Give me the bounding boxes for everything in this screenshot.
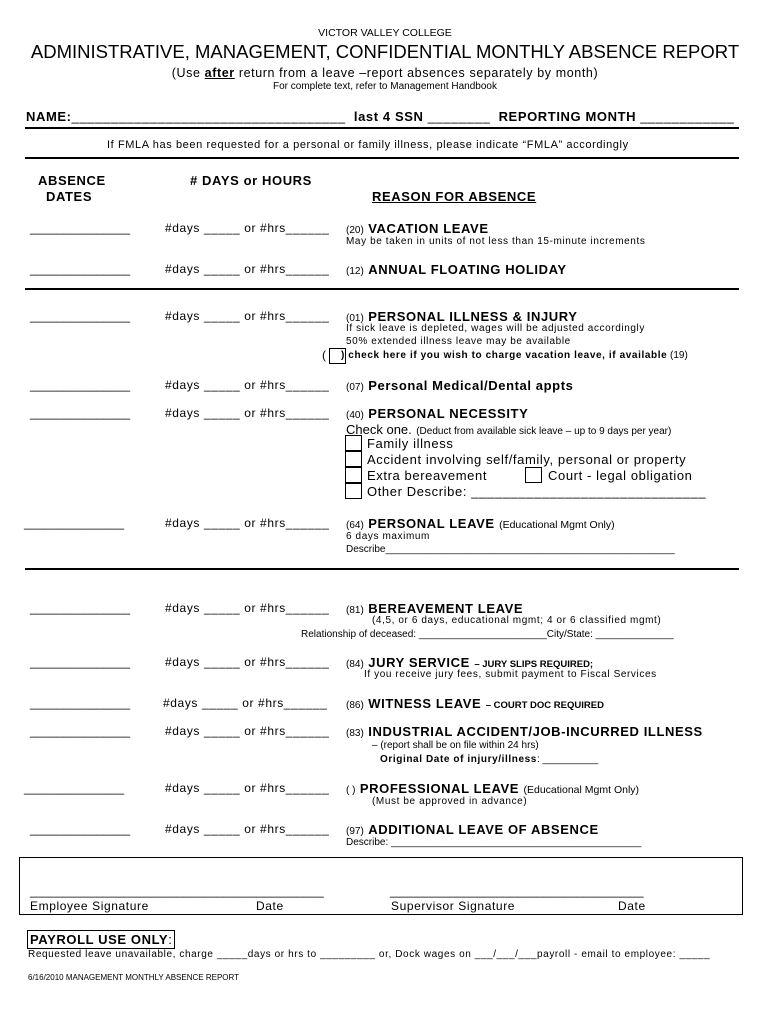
personal-note: 6 days maximum — [346, 531, 430, 542]
form-title: ADMINISTRATIVE, MANAGEMENT, CONFIDENTIAL MONTHLY ABSENCE REPORT — [30, 41, 740, 62]
accident-checkbox[interactable] — [345, 451, 362, 467]
vacation-reason: (20) VACATION LEAVE — [346, 221, 489, 236]
other-checkbox[interactable] — [345, 483, 362, 499]
illness-paren: ( — [322, 348, 326, 362]
jury-date-field[interactable]: _______________ — [30, 655, 131, 669]
industrial-reason: (83) INDUSTRIAL ACCIDENT/JOB-INCURRED ILLNESS — [346, 724, 703, 739]
professional-note: (Must be approved in advance) — [372, 796, 528, 807]
supervisor-date-label: Date — [618, 899, 646, 913]
divider — [25, 568, 739, 570]
bereavement-note: (4,5, or 6 days, educational mgmt; 4 or 6 classified mgmt) — [372, 615, 662, 626]
floating-date-field[interactable]: _______________ — [30, 262, 131, 276]
dates-header: DATES — [46, 189, 93, 204]
medical-days-field[interactable]: #days _____ or #hrs______ — [165, 378, 330, 392]
court-checkbox[interactable] — [525, 467, 542, 483]
vacation-date-field[interactable]: _______________ — [30, 221, 131, 235]
accident-label: Accident involving self/family, personal or property — [367, 452, 687, 467]
ssn-field[interactable]: ________ — [427, 109, 491, 124]
divider — [25, 157, 739, 159]
industrial-note: – (report shall be on file within 24 hrs) — [372, 740, 539, 751]
industrial-days-field[interactable]: #days _____ or #hrs______ — [165, 724, 330, 738]
medical-reason: (07) Personal Medical/Dental appts — [346, 378, 574, 393]
industrial-date-field[interactable]: _______________ — [30, 724, 131, 738]
days-hours-header: # DAYS or HOURS — [190, 173, 312, 188]
supervisor-signature-line[interactable]: ______________________________________ — [390, 884, 644, 898]
divider — [25, 127, 739, 129]
employee-signature-line[interactable]: ____________________________________________ — [30, 884, 324, 898]
bereavement-days-field[interactable]: #days _____ or #hrs______ — [165, 601, 330, 615]
illness-note-2: 50% extended illness leave may be available — [346, 336, 571, 347]
name-line: NAME:___________________________________ last 4 SSN ________ REPORTING MONTH ____________ — [26, 109, 735, 124]
employee-date-label: Date — [256, 899, 284, 913]
payroll-line[interactable]: Requested leave unavailable, charge _____days or hrs to _________ or, Dock wages on ___/___/___payroll - email to employee: _____ — [28, 949, 711, 960]
additional-date-field[interactable]: _______________ — [30, 822, 131, 836]
professional-reason: ( ) PROFESSIONAL LEAVE (Educational Mgmt Only) — [346, 781, 640, 796]
witness-reason: (86) WITNESS LEAVE – COURT DOC REQUIRED — [346, 696, 604, 711]
personal-reason: (64) PERSONAL LEAVE (Educational Mgmt Only) — [346, 516, 615, 531]
handbook-note: For complete text, refer to Management Handbook — [272, 81, 497, 92]
family-illness-checkbox[interactable] — [345, 435, 362, 451]
additional-describe-field[interactable]: Describe: _____________________________________________ — [346, 837, 642, 848]
witness-date-field[interactable]: _______________ — [30, 696, 131, 710]
divider — [25, 288, 739, 290]
necessity-check-one: Check one. (Deduct from available sick leave – up to 9 days per year) — [346, 422, 672, 437]
medical-date-field[interactable]: _______________ — [30, 378, 131, 392]
personal-describe-field[interactable]: Describe____________________________________________________ — [346, 544, 675, 555]
vacation-days-field[interactable]: #days _____ or #hrs______ — [165, 221, 330, 235]
charge-vacation-label: ) check here if you wish to charge vacation leave, if available (19) — [341, 350, 688, 361]
illness-note-1: If sick leave is depleted, wages will be adjusted accordingly — [346, 323, 645, 334]
additional-reason: (97) ADDITIONAL LEAVE OF ABSENCE — [346, 822, 599, 837]
extra-bereavement-checkbox[interactable] — [345, 467, 362, 483]
necessity-days-field[interactable]: #days _____ or #hrs______ — [165, 406, 330, 420]
injury-date-field[interactable]: Original Date of injury/illness: __________ — [380, 754, 599, 765]
use-after-note: (Use after return from a leave –report absences separately by month) — [171, 66, 599, 80]
payroll-label: PAYROLL USE ONLY: — [27, 930, 175, 949]
absence-header: ABSENCE — [38, 173, 106, 188]
jury-note: If you receive jury fees, submit payment to Fiscal Services — [364, 669, 657, 680]
illness-days-field[interactable]: #days _____ or #hrs______ — [165, 309, 330, 323]
floating-days-field[interactable]: #days _____ or #hrs______ — [165, 262, 330, 276]
witness-days-field[interactable]: #days _____ or #hrs______ — [163, 696, 328, 710]
college-name: VICTOR VALLEY COLLEGE — [318, 27, 452, 39]
fmla-note: If FMLA has been requested for a personal or family illness, please indicate “FMLA” accordingly — [107, 139, 629, 151]
necessity-reason: (40) PERSONAL NECESSITY — [346, 406, 529, 421]
employee-signature-label: Employee Signature — [30, 899, 149, 913]
personal-days-field[interactable]: #days _____ or #hrs______ — [165, 516, 330, 530]
vacation-note: May be taken in units of not less than 15-minute increments — [346, 236, 646, 247]
additional-days-field[interactable]: #days _____ or #hrs______ — [165, 822, 330, 836]
court-label: Court - legal obligation — [548, 468, 693, 483]
reporting-month-field[interactable]: ____________ — [640, 109, 735, 124]
illness-date-field[interactable]: _______________ — [30, 309, 131, 323]
necessity-date-field[interactable]: _______________ — [30, 406, 131, 420]
footer-note: 6/16/2010 MANAGEMENT MONTHLY ABSENCE REPORT — [28, 973, 240, 982]
bereavement-reason: (81) BEREAVEMENT LEAVE — [346, 601, 524, 616]
jury-reason: (84) JURY SERVICE – JURY SLIPS REQUIRED; — [346, 655, 594, 670]
reason-header: REASON FOR ABSENCE — [372, 189, 537, 204]
other-describe-field[interactable]: Other Describe: ______________________________ — [367, 484, 707, 499]
jury-days-field[interactable]: #days _____ or #hrs______ — [165, 655, 330, 669]
floating-reason: (12) ANNUAL FLOATING HOLIDAY — [346, 262, 567, 277]
bereavement-date-field[interactable]: _______________ — [30, 601, 131, 615]
personal-date-field[interactable]: _______________ — [24, 516, 125, 530]
extra-bereavement-label: Extra bereavement — [367, 468, 488, 483]
supervisor-signature-label: Supervisor Signature — [391, 899, 516, 913]
family-illness-label: Family illness — [367, 436, 454, 451]
name-field[interactable]: ___________________________________ — [71, 109, 346, 124]
professional-date-field[interactable]: _______________ — [24, 781, 125, 795]
illness-reason: (01) PERSONAL ILLNESS & INJURY — [346, 309, 578, 324]
relationship-field[interactable]: Relationship of deceased: _______________________City/State: ______________ — [301, 629, 674, 640]
professional-days-field[interactable]: #days _____ or #hrs______ — [165, 781, 330, 795]
